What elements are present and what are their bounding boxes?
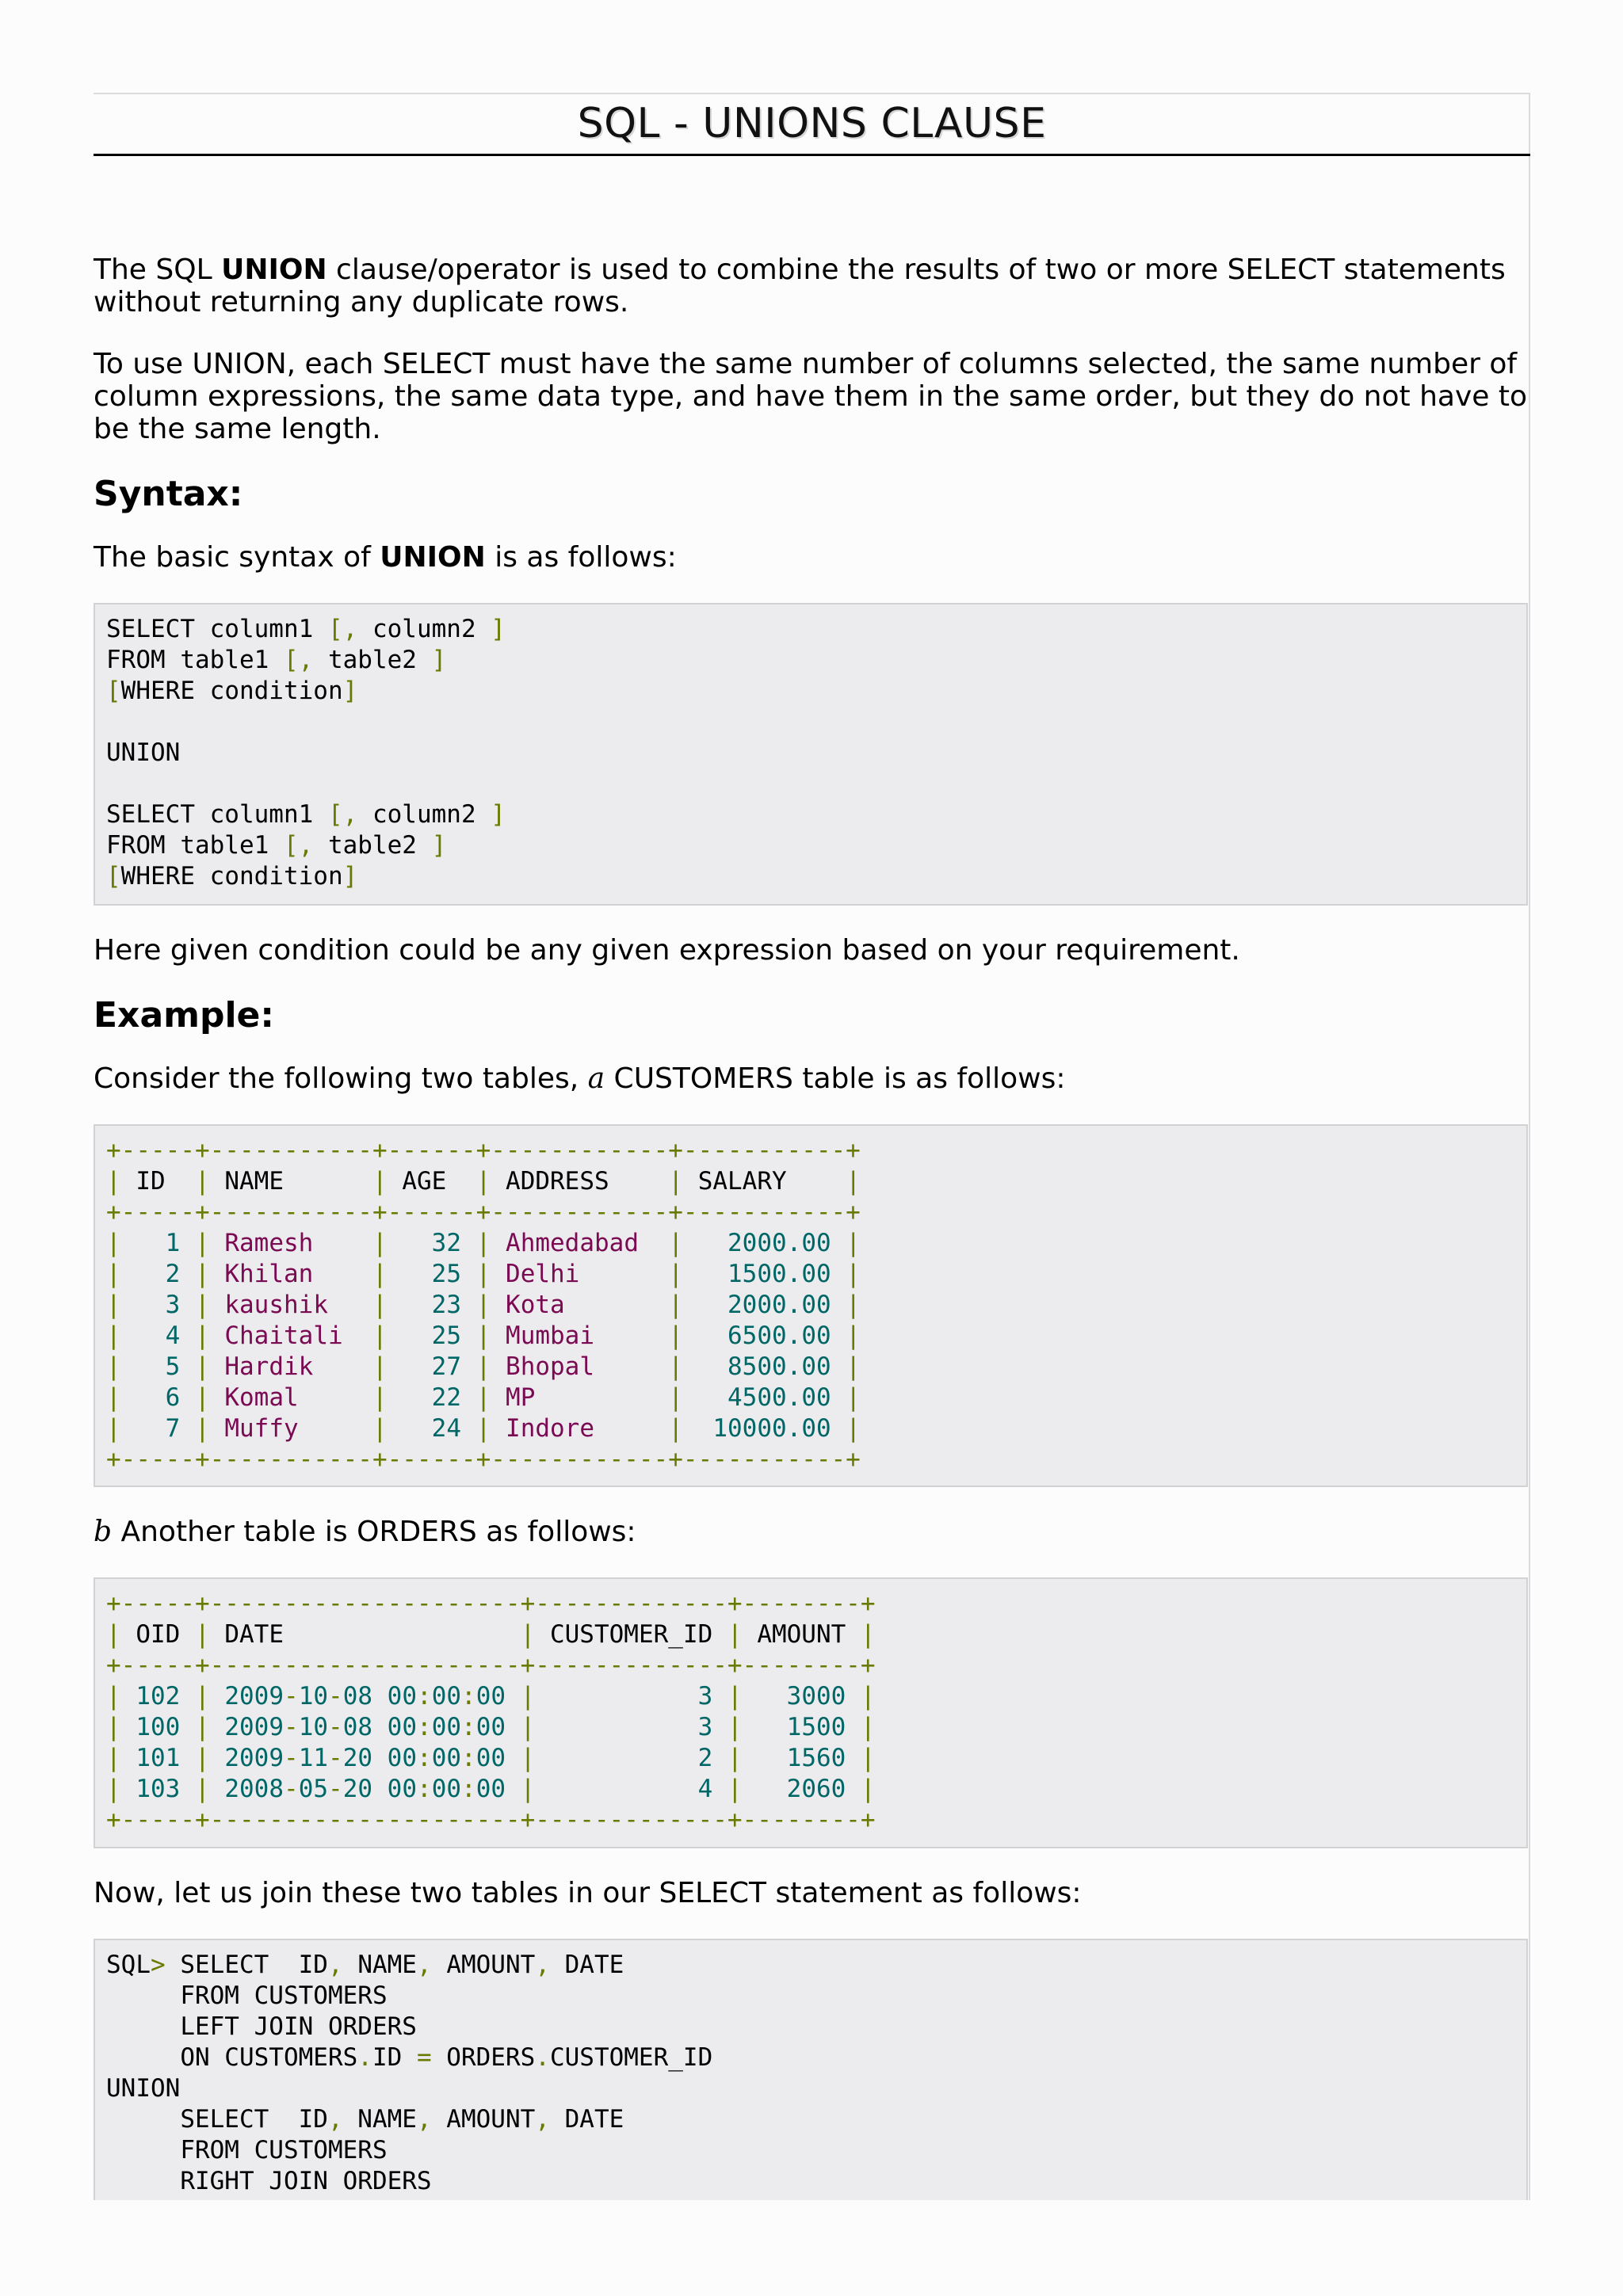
table-row: | 4 | Chaitali | 25 | Mumbai | 6500.00 | xyxy=(106,1322,861,1350)
orders-lead xyxy=(94,1516,1528,1548)
col-header: AMOUNT xyxy=(757,1620,846,1649)
syntax-union-keyword: UNION xyxy=(380,541,486,574)
customers-lead-text: CUSTOMERS table is as follows: xyxy=(605,1062,1066,1095)
col-header: OID xyxy=(136,1620,181,1649)
col-header: ADDRESS xyxy=(506,1167,654,1196)
intro-paragraph-2: To use UNION, each SELECT must have the same number of columns selected, the same number of column expressions, the same data type, and have them in the same order, but they do not have to be the same length. xyxy=(94,348,1527,445)
table-row: | 7 | Muffy | 24 | Indore | 10000.00 | xyxy=(106,1414,861,1443)
orders-table-block: +-----+---------------------+-------------+--------+ | OID | DATE | CUSTOMER_ID | AMOUNT | +-----+---------------------+-------------+--------+ | 102 | 2009-10-08 00:00:00 | 3 | 3000 | | 100 | 2009-10-08 00:00:00 | 3 | 1500 | | 101 | 2009-11-20 00:00:00 | 2 | 1560 | | 103 | 2008-05-20 00:00:00 | 4 | 2060 | +-----+---------------------+-------------+--------+ xyxy=(94,1577,1528,1848)
table-row: | 1 | Ramesh | 32 | Ahmedabad | 2000.00 | xyxy=(106,1229,861,1257)
col-header: ID xyxy=(136,1167,181,1196)
table-row: | 6 | Komal | 22 | MP | 4500.00 | xyxy=(106,1383,861,1412)
syntax-after: Here given condition could be any given expression based on your requirement. xyxy=(94,934,1240,967)
customers-lead xyxy=(94,1062,1528,1095)
code-line: FROM CUSTOMERS xyxy=(106,2136,388,2164)
syntax-code-block xyxy=(94,603,1528,906)
code-line: UNION xyxy=(106,2074,181,2103)
code-line: SELECT column1 [, column2 ] xyxy=(106,615,506,643)
table-row: | 102 | 2009-10-08 00:00:00 | 3 | 3000 | xyxy=(106,1682,876,1711)
intro-text: The SQL xyxy=(94,254,222,286)
col-header: DATE xyxy=(224,1620,506,1649)
code-line: SQL> SELECT ID, NAME, AMOUNT, DATE xyxy=(106,1951,624,1979)
col-header: SALARY xyxy=(697,1167,831,1196)
table-row: | 2 | Khilan | 25 | Delhi | 1500.00 | xyxy=(106,1260,861,1288)
table-row: | 101 | 2009-11-20 00:00:00 | 2 | 1560 | xyxy=(106,1744,876,1772)
content xyxy=(94,254,1528,2200)
syntax-lead-text: The basic syntax of xyxy=(94,541,380,574)
col-header: CUSTOMER_ID xyxy=(549,1620,713,1649)
table-row: | 103 | 2008-05-20 00:00:00 | 4 | 2060 | xyxy=(106,1775,876,1803)
table-row: | 3 | kaushik | 23 | Kota | 2000.00 | xyxy=(106,1291,861,1319)
syntax-lead-rest: is as follows: xyxy=(485,541,677,574)
syntax-lead xyxy=(94,541,1528,574)
intro-paragraph-1 xyxy=(94,254,1528,318)
intro-text-rest: clause/operator is used to combine the results of two or more SELECT statements without returning any duplicate rows. xyxy=(94,254,1506,318)
code-line: ON CUSTOMERS.ID = ORDERS.CUSTOMER_ID xyxy=(106,2043,713,2072)
code-line: SELECT ID, NAME, AMOUNT, DATE xyxy=(106,2105,624,2134)
union-keyword: UNION xyxy=(221,254,327,286)
customers-lead-prefix: Consider the following two tables, xyxy=(94,1062,588,1095)
example-heading: Example: xyxy=(94,995,274,1035)
code-line: FROM CUSTOMERS xyxy=(106,1981,388,2010)
col-header: NAME xyxy=(224,1167,358,1196)
join-lead: Now, let us join these two tables in our SELECT statement as follows: xyxy=(94,1877,1082,1909)
code-line: [WHERE condition] xyxy=(106,862,358,891)
query-code-block xyxy=(94,1939,1528,2200)
orders-lead-text: Another table is ORDERS as follows: xyxy=(112,1516,636,1548)
code-line: SELECT column1 [, column2 ] xyxy=(106,800,506,829)
page-title: SQL - UNIONS CLAUSE xyxy=(577,100,1047,147)
code-line: LEFT JOIN ORDERS xyxy=(106,2012,417,2041)
table-var-b: b xyxy=(94,1516,113,1548)
code-line: RIGHT JOIN ORDERS xyxy=(106,2167,432,2195)
code-line: UNION xyxy=(106,738,181,767)
code-line: FROM table1 [, table2 ] xyxy=(106,646,447,674)
col-header: AGE xyxy=(402,1167,462,1196)
title-bar xyxy=(94,93,1530,156)
code-line: FROM table1 [, table2 ] xyxy=(106,831,447,860)
code-line: [WHERE condition] xyxy=(106,677,358,705)
table-row: | 5 | Hardik | 27 | Bhopal | 8500.00 | xyxy=(106,1352,861,1381)
syntax-heading: Syntax: xyxy=(94,474,243,514)
table-var-a: a xyxy=(587,1062,605,1095)
table-row: | 100 | 2009-10-08 00:00:00 | 3 | 1500 | xyxy=(106,1713,876,1741)
customers-table-block: +-----+-----------+------+------------+-----------+ | ID | NAME | AGE | ADDRESS | SALARY | +-----+-----------+------+------------+-----------+ | 1 | Ramesh | 32 | Ahmedabad | 2000.00 | | 2 | Khilan | 25 | Delhi | 1500.00 | | 3 | kaushik | 23 | Kota | 2000.00 | | 4 | Chaitali | 25 | Mumbai | 6500.00 | | 5 | Hardik | 27 | Bhopal | 8500.00 | | 6 | Komal | 22 | MP | 4500.00 | | 7 | Muffy | 24 | Indore | 10000.00 | +-----+-----------+------+------------+-----------+ xyxy=(94,1124,1528,1487)
